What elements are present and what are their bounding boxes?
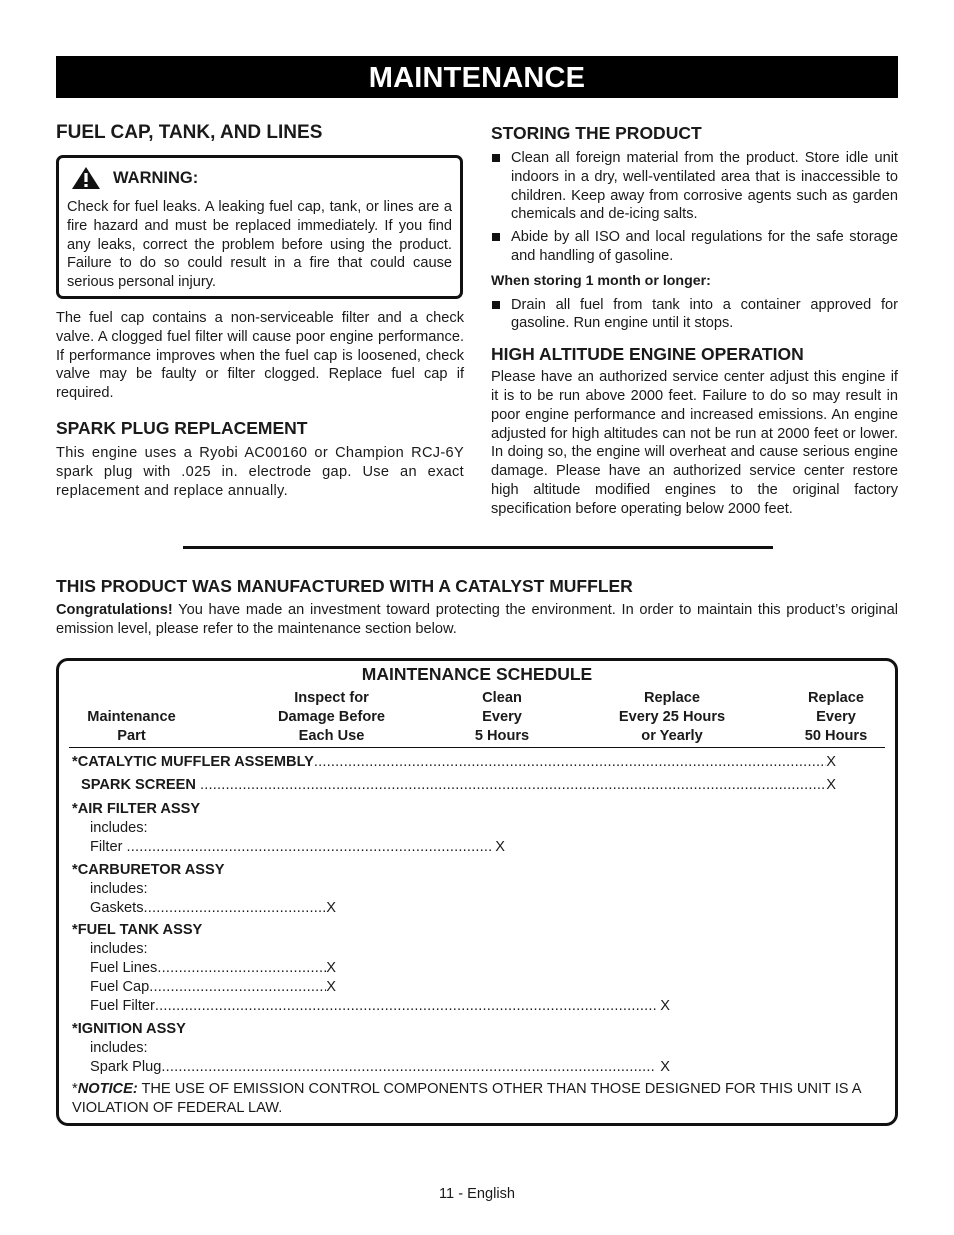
table-row: Filter ..... X <box>90 838 505 857</box>
warning-triangle-icon <box>71 166 101 190</box>
table-row: Gaskets ..... X <box>90 899 336 918</box>
divider <box>183 546 773 549</box>
col-header-replace-50: Replace Every 50 Hours <box>804 690 868 744</box>
table-row: SPARK SCREEN ..... X <box>81 776 836 795</box>
list-item: Clean all foreign material from the product. Store idle unit indoors in a dry, well-ventilated area that is inaccessible to children. Keep away from corrosive agents such as garden chemicals and de-icing salts. <box>491 149 898 224</box>
col-header-clean: Clean Every 5 Hours <box>474 690 530 744</box>
page-footer: 11 - English <box>439 1186 515 1202</box>
header-divider <box>69 747 885 748</box>
table-row: Fuel Lines ..... X <box>90 959 336 978</box>
warning-text: Check for fuel leaks. A leaking fuel cap, tank, or lines are a fire hazard and must be replaced immediately. If you find any leaks, correct the problem before using the product. Failure to do so could result in a fire that could cause serious personal injury. <box>67 199 452 291</box>
storing-list-2 <box>491 296 898 334</box>
schedule-title: MAINTENANCE SCHEDULE <box>361 664 593 684</box>
table-row: *FUEL TANK ASSY <box>72 922 203 938</box>
fuel-body: The fuel cap contains a non-serviceable filter and a check valve. A clogged fuel filter will cause poor engine performance. If performance improves when the fuel cap is loosened, check valve may be faulty or filter clogged. Replace fuel cap if required. <box>56 309 464 402</box>
warning-header <box>67 166 452 190</box>
page-title-banner: MAINTENANCE <box>56 56 898 98</box>
table-row: Fuel Cap ..... X <box>90 978 336 997</box>
includes-label: includes: <box>90 820 148 836</box>
catalyst-lead: Congratulations! <box>56 602 173 618</box>
table-row: Fuel Filter ..... X <box>90 997 670 1016</box>
list-item: Drain all fuel from tank into a container approved for gasoline. Run engine until it stops. <box>491 296 898 334</box>
warning-box <box>56 155 463 299</box>
includes-label: includes: <box>90 881 148 897</box>
catalyst-section <box>56 575 898 639</box>
left-column <box>56 122 464 500</box>
table-row: *CARBURETOR ASSY <box>72 862 225 878</box>
catalyst-text: You have made an investment toward protecting the environment. In order to maintain this product’s original emission level, please refer to the maintenance section below. <box>56 602 898 637</box>
notice-label: NOTICE: <box>77 1081 138 1097</box>
table-row: * CATALYTIC MUFFLER ASSEMBLY ..... X <box>72 753 836 772</box>
catalyst-heading: THIS PRODUCT WAS MANUFACTURED WITH A CATALYST MUFFLER <box>56 576 633 596</box>
col-header-inspect: Inspect for Damage Before Each Use <box>277 690 386 744</box>
maintenance-schedule <box>56 658 898 1126</box>
warning-label: WARNING: <box>113 168 199 187</box>
storing-heading: STORING THE PRODUCT <box>491 123 702 143</box>
catalyst-body <box>56 601 898 639</box>
fuel-heading: FUEL CAP, TANK, AND LINES <box>56 122 323 143</box>
table-row: *IGNITION ASSY <box>72 1021 186 1037</box>
storing-subhead: When storing 1 month or longer: <box>491 272 711 289</box>
list-item: Abide by all ISO and local regulations for the safe storage and handling of gasoline. <box>491 228 898 266</box>
col-header-part: Maintenance Part <box>87 709 176 744</box>
includes-label: includes: <box>90 1040 148 1056</box>
spark-body: This engine uses a Ryobi AC00160 or Champion RCJ-6Y spark plug with .025 in. electrode gap. Use an exact replacement and replace annually. <box>56 444 464 499</box>
spark-heading: SPARK PLUG REPLACEMENT <box>56 417 308 438</box>
table-row: *AIR FILTER ASSY <box>72 801 201 817</box>
table-row: Spark Plug ..... X <box>90 1058 670 1077</box>
storing-list <box>491 149 898 266</box>
altitude-body: Please have an authorized service center adjust this engine if it is to be run above 2000 feet. Failure to do so may result in poor engine performance and increased emissions. An engine adjusted for high altitudes can not be run at 2000 feet or lower. In doing so, the engine will overheat and cause serious engine damage. Please have an authorized service center restore high altitude modified engines to the original factory specification before operating below 2000 feet. <box>491 369 898 517</box>
right-column <box>491 122 898 519</box>
altitude-heading: HIGH ALTITUDE ENGINE OPERATION <box>491 344 804 365</box>
includes-label: includes: <box>90 941 148 957</box>
col-header-replace-25: Replace Every 25 Hours or Yearly <box>618 690 726 744</box>
notice-text: *NOTICE: THE USE OF EMISSION CONTROL COMPONENTS OTHER THAN THOSE DESIGNED FOR THIS UNIT IS A VIOLATION OF FEDERAL LAW. <box>72 1081 861 1116</box>
